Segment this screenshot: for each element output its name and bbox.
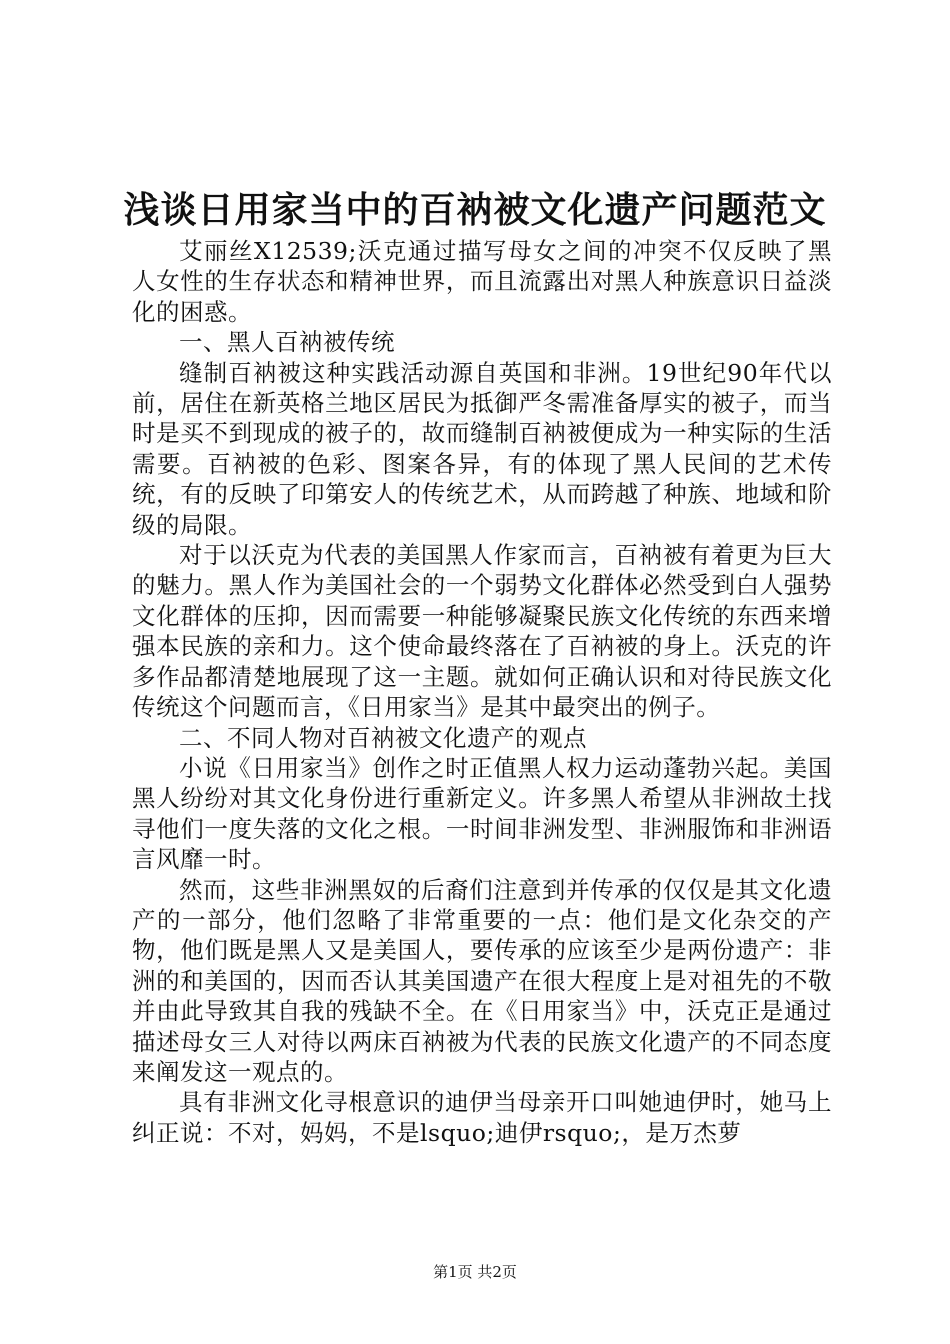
section-heading-2: 二、不同人物对百衲被文化遗产的观点 — [179, 723, 587, 752]
section-heading-1: 一、黑人百衲被传统 — [179, 328, 395, 357]
page-footer: 第1页 共2页 — [433, 1263, 517, 1281]
paragraph-black-power: 小说《日用家当》创作之时正值黑人权力运动蓬勃兴起。美国黑人纷纷对其文化身份进行重新定义。许多黑人希望从非洲故土找寻他们一度失落的文化之根。一时间非洲发型、非洲服饰和非洲语言风靡一时。 — [132, 753, 832, 874]
paragraph-intro: 艾丽丝X12539;沃克通过描写母女之间的冲突不仅反映了黑人女性的生存状态和精神世界，而且流露出对黑人种族意识日益淡化的困惑。 — [132, 237, 832, 326]
paragraph-heritage: 然而，这些非洲黑奴的后裔们注意到并传承的仅仅是其文化遗产的一部分，他们忽略了非常重要的一点：他们是文化杂交的产物，他们既是黑人又是美国人，要传承的应该至少是两份遗产：非洲的和美国的，因而否认其美国遗产在很大程度上是对祖先的不敬并由此导致其自我的残缺不全。在《日用家当》中，沃克正是通过描述母女三人对待以两床百衲被为代表的民族文化遗产的不同态度来阐发这一观点的。 — [132, 875, 832, 1086]
paragraph-quilt-origin: 缝制百衲被这种实践活动源自英国和非洲。19世纪90年代以前，居住在新英格兰地区居民为抵御严冬需准备厚实的被子，而当时是买不到现成的被子的，故而缝制百衲被便成为一种实际的生活需要。百衲被的色彩、图案各异，有的体现了黑人民间的艺术传统，有的反映了印第安人的传统艺术，从而跨越了种族、地域和阶级的局限。 — [132, 358, 832, 539]
paragraph-dee: 具有非洲文化寻根意识的迪伊当母亲开口叫她迪伊时，她马上纠正说：不对，妈妈，不是lsquo;迪伊rsquo;，是万杰萝 — [132, 1088, 832, 1147]
document-body — [132, 236, 832, 1148]
paragraph-quilt-meaning: 对于以沃克为代表的美国黑人作家而言，百衲被有着更为巨大的魅力。黑人作为美国社会的一个弱势文化群体必然受到白人强势文化群体的压抑，因而需要一种能够凝聚民族文化传统的东西来增强本民族的亲和力。这个使命最终落在了百衲被的身上。沃克的许多作品都清楚地展现了这一主题。就如何正确认识和对待民族文化传统这个问题而言，《日用家当》是其中最突出的例子。 — [132, 541, 832, 722]
document-title: 浅谈日用家当中的百衲被文化遗产问题范文 — [123, 189, 827, 231]
